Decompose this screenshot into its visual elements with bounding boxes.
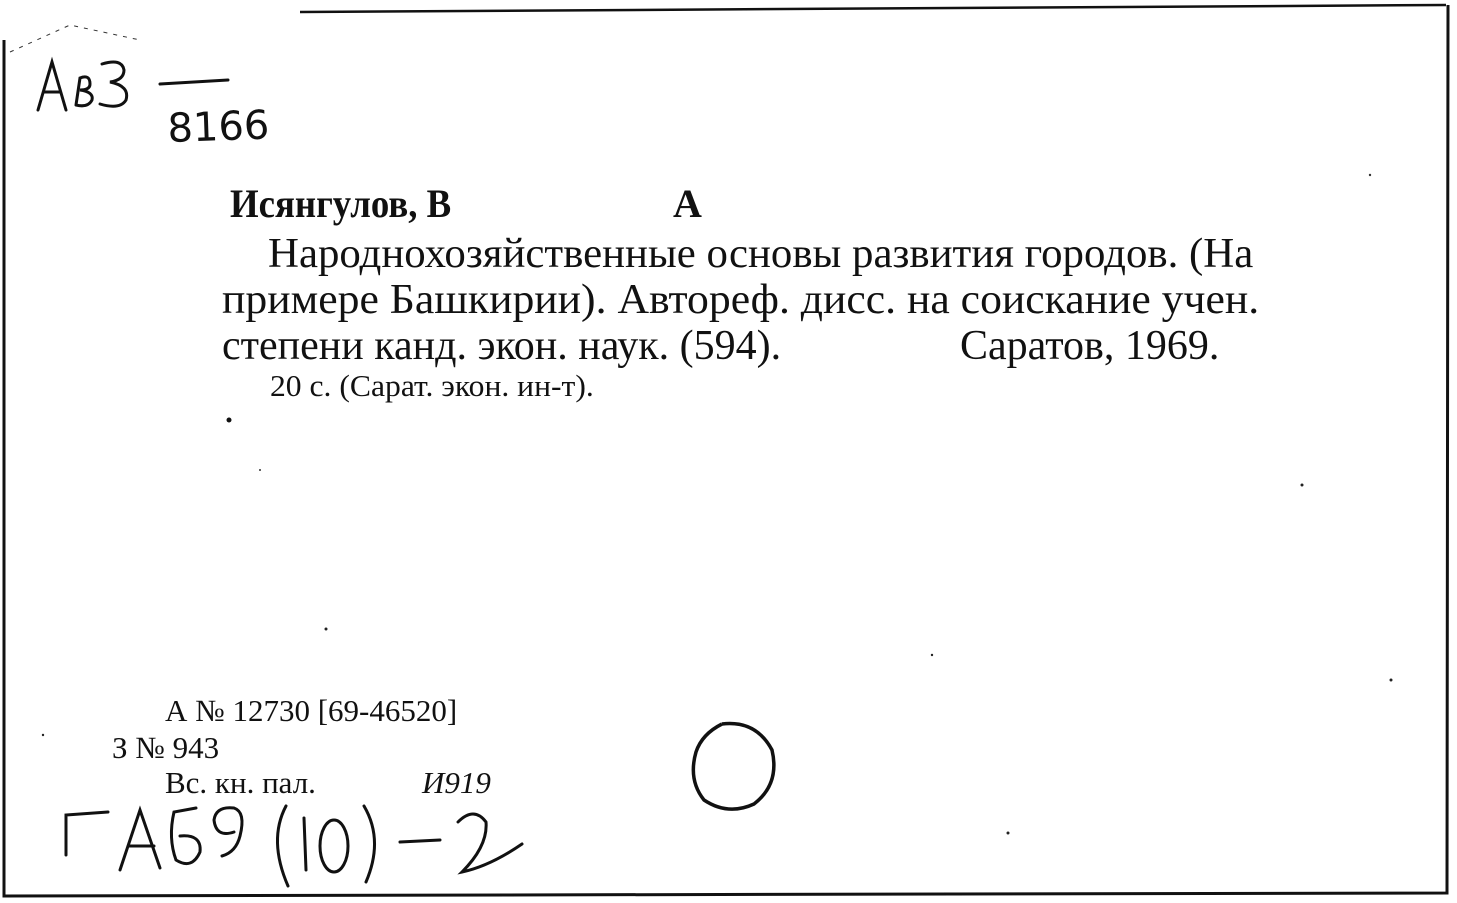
circle-mark [688,720,778,816]
author-initial: А [673,181,702,226]
book-chamber: Вс. кн. пал. [165,765,316,800]
place-year: Саратов, 1969. [960,323,1220,369]
title-line-2: примере Башкирии). Автореф. дисс. на соискание учен. [222,277,1260,323]
book-chamber-code: И919 [422,765,491,800]
title-line-1: Народнохозяйственные основы развития городов. (На [268,231,1254,277]
handwritten-classification [0,0,560,903]
svg-text:8166: 8166 [166,102,271,152]
registration-a: А № 12730 [69-46520] [165,693,458,728]
registration-z: З № 943 [112,730,220,765]
author-name: Исянгулов, В [230,181,452,226]
title-line-3: степени канд. экон. наук. (594). [222,323,782,369]
collation: 20 с. (Сарат. экон. ин-т). [270,368,594,403]
